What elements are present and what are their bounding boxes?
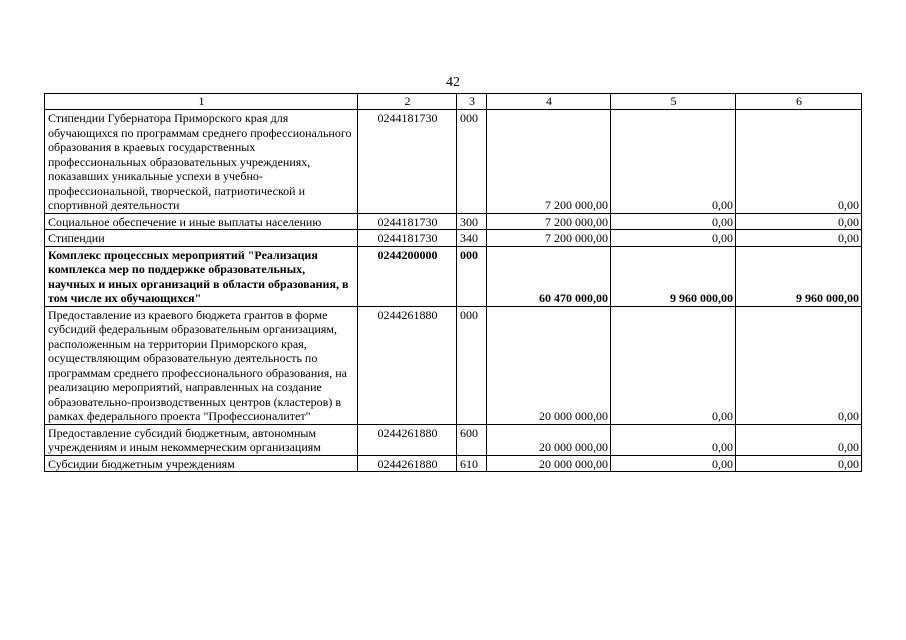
row-amount-5: 0,00 — [611, 455, 736, 472]
row-code: 0244261880 — [358, 455, 457, 472]
row-amount-5: 0,00 — [611, 110, 736, 214]
budget-table — [44, 93, 862, 472]
row-name: Субсидии бюджетным учреждениям — [45, 455, 358, 472]
column-header-2: 2 — [358, 94, 457, 110]
row-amount-4: 7 200 000,00 — [487, 230, 611, 247]
row-amount-5: 9 960 000,00 — [611, 246, 736, 306]
row-code: 0244181730 — [358, 110, 457, 214]
row-name: Стипендии Губернатора Приморского края для обучающихся по программам среднего профессионального образования в краевых государственных профессиональных образовательных учреждениях, показавших уникальные успехи в учебно-профессиональной, творческой, патриотической и спортивной деятельности — [45, 110, 358, 214]
column-header-3: 3 — [457, 94, 487, 110]
row-amount-4: 7 200 000,00 — [487, 213, 611, 230]
table-header-row — [45, 94, 862, 110]
row-amount-6: 9 960 000,00 — [736, 246, 862, 306]
table-row — [45, 110, 862, 214]
table-row — [45, 213, 862, 230]
row-amount-5: 0,00 — [611, 424, 736, 455]
page-number: 42 — [446, 75, 460, 90]
table-row-bold — [45, 246, 862, 306]
row-code: 0244261880 — [358, 306, 457, 424]
row-amount-6: 0,00 — [736, 455, 862, 472]
row-name: Социальное обеспечение и иные выплаты населению — [45, 213, 358, 230]
table-row — [45, 230, 862, 247]
row-code: 0244181730 — [358, 230, 457, 247]
row-amount-6: 0,00 — [736, 306, 862, 424]
column-header-4: 4 — [487, 94, 611, 110]
row-type: 000 — [457, 110, 487, 214]
row-type: 300 — [457, 213, 487, 230]
row-amount-4: 20 000 000,00 — [487, 306, 611, 424]
row-code: 0244181730 — [358, 213, 457, 230]
row-amount-4: 20 000 000,00 — [487, 455, 611, 472]
row-amount-6: 0,00 — [736, 213, 862, 230]
row-code: 0244261880 — [358, 424, 457, 455]
column-header-5: 5 — [611, 94, 736, 110]
row-type: 340 — [457, 230, 487, 247]
row-type: 000 — [457, 306, 487, 424]
row-type: 000 — [457, 246, 487, 306]
row-type: 600 — [457, 424, 487, 455]
row-name: Предоставление субсидий бюджетным, автономным учреждениям и иным некоммерческим организациям — [45, 424, 358, 455]
row-name: Стипендии — [45, 230, 358, 247]
table-row — [45, 306, 862, 424]
row-amount-6: 0,00 — [736, 424, 862, 455]
row-type: 610 — [457, 455, 487, 472]
table-row — [45, 424, 862, 455]
column-header-6: 6 — [736, 94, 862, 110]
row-amount-4: 60 470 000,00 — [487, 246, 611, 306]
row-amount-6: 0,00 — [736, 110, 862, 214]
row-code: 0244200000 — [358, 246, 457, 306]
row-amount-5: 0,00 — [611, 230, 736, 247]
table-row — [45, 455, 862, 472]
row-amount-6: 0,00 — [736, 230, 862, 247]
row-amount-5: 0,00 — [611, 213, 736, 230]
row-amount-4: 20 000 000,00 — [487, 424, 611, 455]
row-amount-4: 7 200 000,00 — [487, 110, 611, 214]
row-amount-5: 0,00 — [611, 306, 736, 424]
row-name: Комплекс процессных мероприятий "Реализация комплекса мер по поддержке образовательных, научных и иных организаций в области образования, в том числе их обучающихся" — [45, 246, 358, 306]
row-name: Предоставление из краевого бюджета грантов в форме субсидий федеральным образовательным организациям, расположенным на территории Приморского края, осуществляющим образовательную деятельность по программам среднего профессионального образования, на реализацию мероприятий, направленных на создание образовательно-производственных центров (кластеров) в рамках федерального проекта "Профессионалитет" — [45, 306, 358, 424]
column-header-1: 1 — [45, 94, 358, 110]
